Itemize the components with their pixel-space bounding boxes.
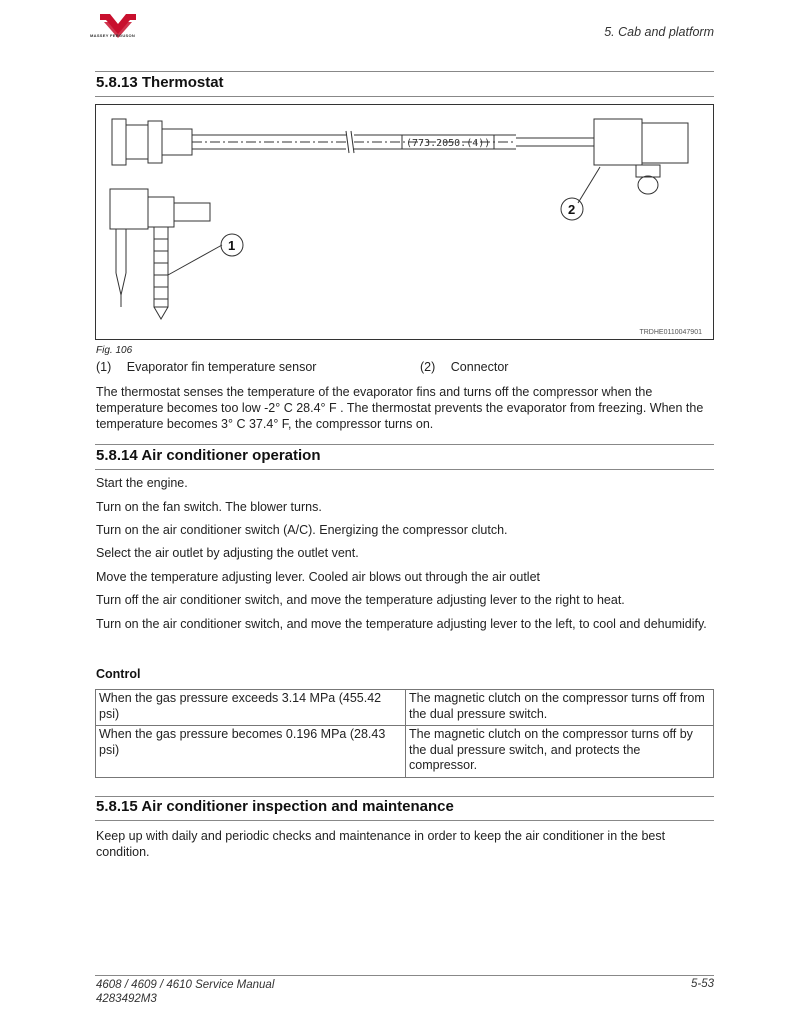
manual-title: 4608 / 4609 / 4610 Service Manual <box>96 979 275 991</box>
section-heading-thermostat: 5.8.13 Thermostat <box>96 74 224 91</box>
control-heading: Control <box>96 667 141 681</box>
step-paragraph: Turn on the air conditioner switch, and move the temperature adjusting lever to the left, to cool and dehumidify. <box>96 617 707 631</box>
table-cell: When the gas pressure becomes 0.196 MPa (28.43 psi) <box>96 726 406 778</box>
step-paragraph: Turn on the air conditioner switch (A/C). Energizing the compressor clutch. <box>96 523 508 537</box>
control-table <box>95 689 714 778</box>
legend-label: Evaporator fin temperature sensor <box>126 360 317 374</box>
maintenance-description: Keep up with daily and periodic checks and maintenance in order to keep the air conditioner in the best condition. <box>96 829 666 859</box>
chapter-title: 5. Cab and platform <box>604 25 714 39</box>
step-paragraph: Move the temperature adjusting lever. Cooled air blows out through the air outlet <box>96 570 541 584</box>
step-paragraph: Turn on the fan switch. The blower turns. <box>96 500 322 514</box>
footer-manual-info <box>96 978 274 1006</box>
thermostat-description: The thermostat senses the temperature of the evaporator fins and turns off the compressor when the temperature becomes too low -2° C 28.4° F . The thermostat prevents the evaporator from freezing. When the temperature becomes 3° C 37.4° F, the compressor turns on. <box>96 385 704 431</box>
part-number-label: (773.2050.(4)) <box>406 138 491 149</box>
header-rule <box>95 71 714 72</box>
callout-2: 2 <box>568 202 576 217</box>
figure-caption: Fig. 106 <box>96 345 133 356</box>
legend-item-1 <box>96 360 316 374</box>
footer-rule <box>95 975 714 976</box>
legend-number: (1) <box>96 360 112 374</box>
section-rule <box>95 796 714 797</box>
legend-item-2 <box>420 360 508 374</box>
table-row <box>96 690 714 726</box>
step-paragraph: Turn off the air conditioner switch, and move the temperature adjusting lever to the right to heat. <box>96 593 625 607</box>
section-rule <box>95 96 714 97</box>
step-paragraph: Select the air outlet by adjusting the outlet vent. <box>96 546 359 560</box>
brand-wordmark: MASSEY FERGUSON <box>90 33 136 38</box>
page-number: 5-53 <box>690 978 714 990</box>
thermostat-figure <box>95 104 714 340</box>
table-cell: When the gas pressure exceeds 3.14 MPa (455.42 psi) <box>96 690 406 726</box>
legend-number: (2) <box>420 360 436 374</box>
step-paragraph: Start the engine. <box>96 476 188 490</box>
table-row <box>96 726 714 778</box>
section-heading-ac-maintenance: 5.8.15 Air conditioner inspection and maintenance <box>96 798 454 815</box>
figure-ref-code: TRDHE0110047901 <box>639 329 702 336</box>
thermostat-drawing <box>96 105 713 339</box>
section-heading-ac-operation: 5.8.14 Air conditioner operation <box>96 447 321 464</box>
legend-label: Connector <box>450 360 509 374</box>
doc-number: 4283492M3 <box>96 993 157 1005</box>
table-cell: The magnetic clutch on the compressor turns off by the dual pressure switch, and protects the compressor. <box>406 726 714 778</box>
section-rule <box>95 469 714 470</box>
callout-1: 1 <box>228 238 236 253</box>
table-cell: The magnetic clutch on the compressor turns off from the dual pressure switch. <box>406 690 714 726</box>
section-rule <box>95 820 714 821</box>
section-rule <box>95 444 714 445</box>
